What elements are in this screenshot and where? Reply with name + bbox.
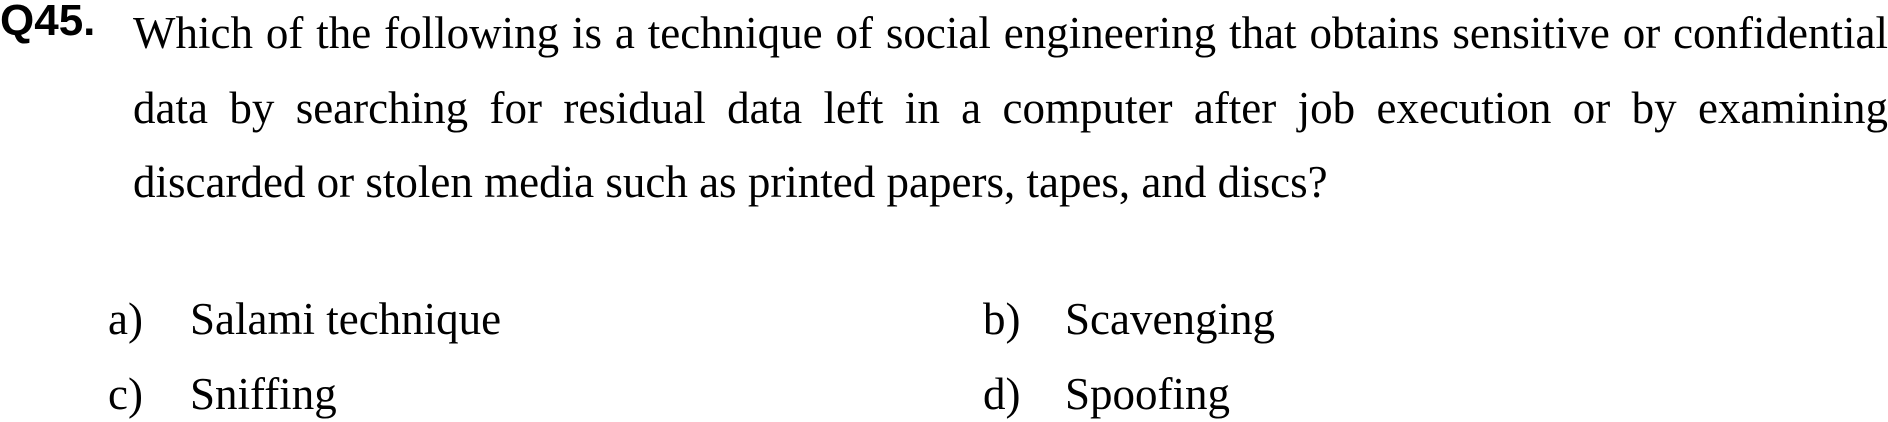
question-block bbox=[0, 0, 1888, 207]
option-letter: d) bbox=[983, 369, 1021, 419]
question-number: Q45. bbox=[0, 0, 96, 45]
option-text: Sniffing bbox=[190, 369, 337, 419]
option-letter: c) bbox=[108, 369, 143, 419]
option-text: Spoofing bbox=[1065, 369, 1231, 419]
option-letter: a) bbox=[108, 294, 143, 344]
option-text: Scavenging bbox=[1065, 294, 1275, 344]
option-letter: b) bbox=[983, 294, 1021, 344]
option-text: Salami technique bbox=[190, 294, 502, 344]
question-text: Which of the following is a technique of social engineering that obtains sensitive or confidential data by searching for residual data left in a computer after job execution or by examining discarded or stolen media such as printed papers, tapes, and discs? bbox=[133, 8, 1888, 207]
